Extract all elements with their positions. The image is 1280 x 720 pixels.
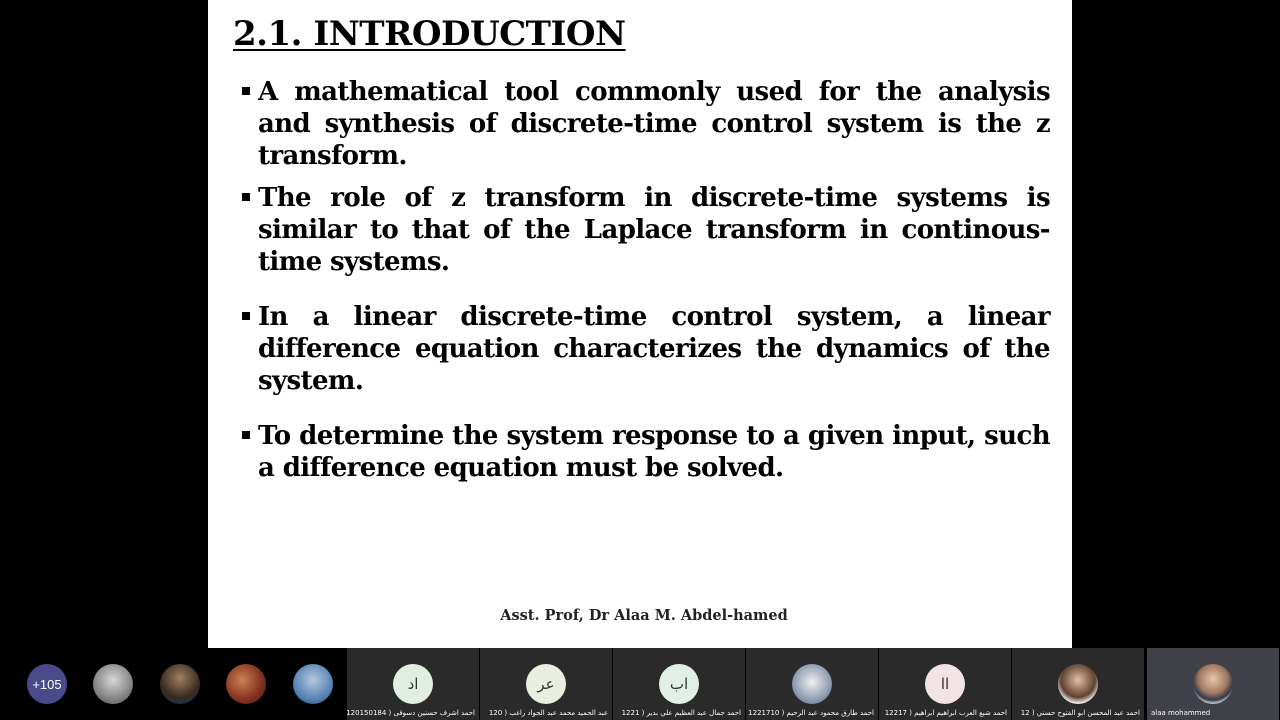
participant-name: احمد شبع العرب ابراهيم ابراهيم ( 12217 bbox=[884, 709, 1007, 717]
participant-initials-avatar: اا bbox=[925, 664, 965, 704]
participant-photo-avatar bbox=[1058, 664, 1098, 704]
participant-name: احمد جمال عبد العظيم علي بدير ( 1221 bbox=[621, 709, 741, 717]
participant-avatar[interactable] bbox=[160, 664, 200, 704]
participant-name: احمد طارق محمود عبد الرحيم ( 1221710 bbox=[748, 709, 874, 717]
participant-name: عبد الحميد محمد عبد الجواد راغب ( 120 bbox=[488, 709, 608, 717]
participant-initials-avatar: اد bbox=[393, 664, 433, 704]
participant-name: احمد عبد المحسن ابو الفتوح حسني ( 12 bbox=[1020, 709, 1140, 717]
participant-tile[interactable] bbox=[480, 648, 612, 720]
participant-tile[interactable] bbox=[613, 648, 745, 720]
participant-avatar[interactable] bbox=[293, 664, 333, 704]
presentation-slide bbox=[208, 0, 1072, 648]
participant-name: احمد اشرف حسنين دسوقى ( 120150184 bbox=[346, 709, 475, 717]
participant-tile[interactable] bbox=[1012, 648, 1144, 720]
participant-tile[interactable] bbox=[879, 648, 1011, 720]
participant-tile-self[interactable] bbox=[1147, 648, 1279, 720]
slide-footer-author: Asst. Prof, Dr Alaa M. Abdel-hamed bbox=[500, 607, 788, 624]
participant-photo-avatar bbox=[792, 664, 832, 704]
participant-avatar[interactable] bbox=[226, 664, 266, 704]
bullet-item: In a linear discrete-time control system, a linear difference equation characterizes the dynamics of the system. bbox=[242, 301, 1050, 397]
participant-initials-avatar: اب bbox=[659, 664, 699, 704]
participant-photo-avatar bbox=[1193, 664, 1233, 704]
participant-tile[interactable] bbox=[746, 648, 878, 720]
bullet-item: A mathematical tool commonly used for the analysis and synthesis of discrete-time control system is the z transform. bbox=[242, 76, 1050, 172]
bullet-item: The role of z transform in discrete-time systems is similar to that of the Laplace transform in continous-time systems. bbox=[242, 182, 1050, 278]
slide-title: 2.1. INTRODUCTION bbox=[233, 14, 626, 54]
participant-initials-avatar: عر bbox=[526, 664, 566, 704]
participant-avatar[interactable] bbox=[93, 664, 133, 704]
participant-name: alaa mohammed bbox=[1151, 709, 1211, 717]
more-participants-button[interactable]: +105 bbox=[27, 664, 67, 704]
participant-tile[interactable] bbox=[347, 648, 479, 720]
bullet-item: To determine the system response to a given input, such a difference equation must be solved. bbox=[242, 420, 1050, 484]
